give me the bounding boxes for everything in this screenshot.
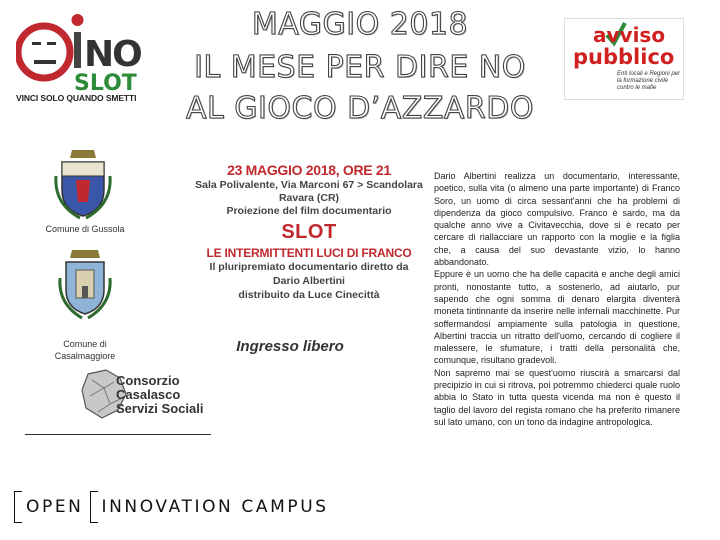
open-innovation-campus-logo	[14, 490, 329, 524]
page-title-line-3: AL GIOCO D’AZZARDO	[186, 91, 534, 126]
casalmaggiore-label	[30, 338, 140, 362]
film-description	[190, 260, 428, 302]
divider	[25, 434, 211, 435]
event-date: 23 MAGGIO 2018, ORE 21	[227, 162, 391, 178]
footer-word-innovation-campus: INNOVATION CAMPUS	[101, 497, 329, 517]
event-info	[190, 162, 428, 302]
bracket-icon	[90, 491, 98, 523]
film-review-text	[434, 170, 680, 428]
review-paragraph-2: Eppure è un uomo che ha delle capacità e anche degli amici pronti, nonostante tutto, a sostenerlo, ad aiutarlo, pur sapendo che ogni somma di denaro elargita diventerà moneta tintinnante da inserire nelle infernali macchinette. Pur soffermandosi ampiamente sulla patologia in questione, Albertini traccia un ritratto dell'uomo, cercando di cogliere il malessere, le sfumature, i tratti della personalità che, comunque, risultano gradevoli.	[434, 269, 680, 366]
casalmaggiore-label-line-2: Casalmaggiore	[54, 351, 116, 361]
film-subtitle: LE INTERMITTENTI LUCI DI FRANCO	[206, 246, 412, 260]
gussola-crest-icon	[52, 146, 114, 220]
casalmaggiore-crest-icon	[54, 248, 116, 320]
noslot-tagline: VINCI SOLO QUANDO SMETTI	[16, 93, 137, 103]
avviso-word: avviso	[593, 23, 666, 47]
consorzio-line-2: Casalasco	[116, 387, 181, 402]
noslot-brand-top: NO	[84, 34, 141, 75]
event-screening: Proiezione del film documentario	[226, 205, 392, 217]
review-paragraph-3: Non sapremo mai se quest'uomo riuscirà a smarcarsi dal precipizio in cui si ritrova, poi potremmo chiederci quale ruolo abbia lo Stato in tutta questa vicenda ma non è questo il taglio del lavoro del regista romano che ha preferito rimanere sul lato umano, con un tono da indagine antropologica.	[434, 367, 680, 427]
film-desc-line-1: Il pluripremiato documentario diretto da	[209, 261, 409, 273]
page-title-line-1: MAGGIO 2018	[251, 7, 469, 42]
film-title: SLOT	[281, 221, 337, 243]
gussola-label: Comune di Gussola	[45, 224, 125, 234]
pubblico-word: pubblico	[573, 45, 675, 69]
page-title-line-2: IL MESE PER DIRE NO	[194, 50, 526, 85]
event-venue: Sala Polivalente, Via Marconi 67 > Scandolara Ravara (CR)	[195, 179, 423, 204]
footer-word-open: OPEN	[26, 497, 84, 517]
avviso-pubblico-logo	[564, 18, 684, 100]
review-paragraph-1: Dario Albertini realizza un documentario, interessante, poetico, sulla vita (o almeno una parte importante) di Franco Soro, un uomo di circa sessant'anni che ha problemi di dipendenza da gioco compulsivo. Franco è sardo, ma da qualche anno vive a Civitavecchia, dove si è recato per cercare di riallacciare un rapporto con la moglie e la figlia che, a causa del suo devastante vizio, lo hanno abbandonato.	[434, 171, 680, 268]
casalmaggiore-label-line-1: Comune di	[63, 339, 107, 349]
film-distributor: distribuito da Luce Cinecittà	[238, 289, 380, 301]
consorzio-logo-text	[116, 374, 203, 416]
consorzio-line-3: Servizi Sociali	[116, 401, 204, 416]
avviso-tagline: Enti locali e Regioni per la formazione civile contro le mafie	[617, 71, 681, 91]
noslot-brand-bottom: SLOT	[74, 71, 137, 96]
bracket-icon	[14, 491, 22, 523]
consorzio-line-1: Consorzio	[116, 373, 180, 388]
entry-note: Ingresso libero	[236, 338, 344, 355]
film-director: Dario Albertini	[273, 275, 345, 287]
